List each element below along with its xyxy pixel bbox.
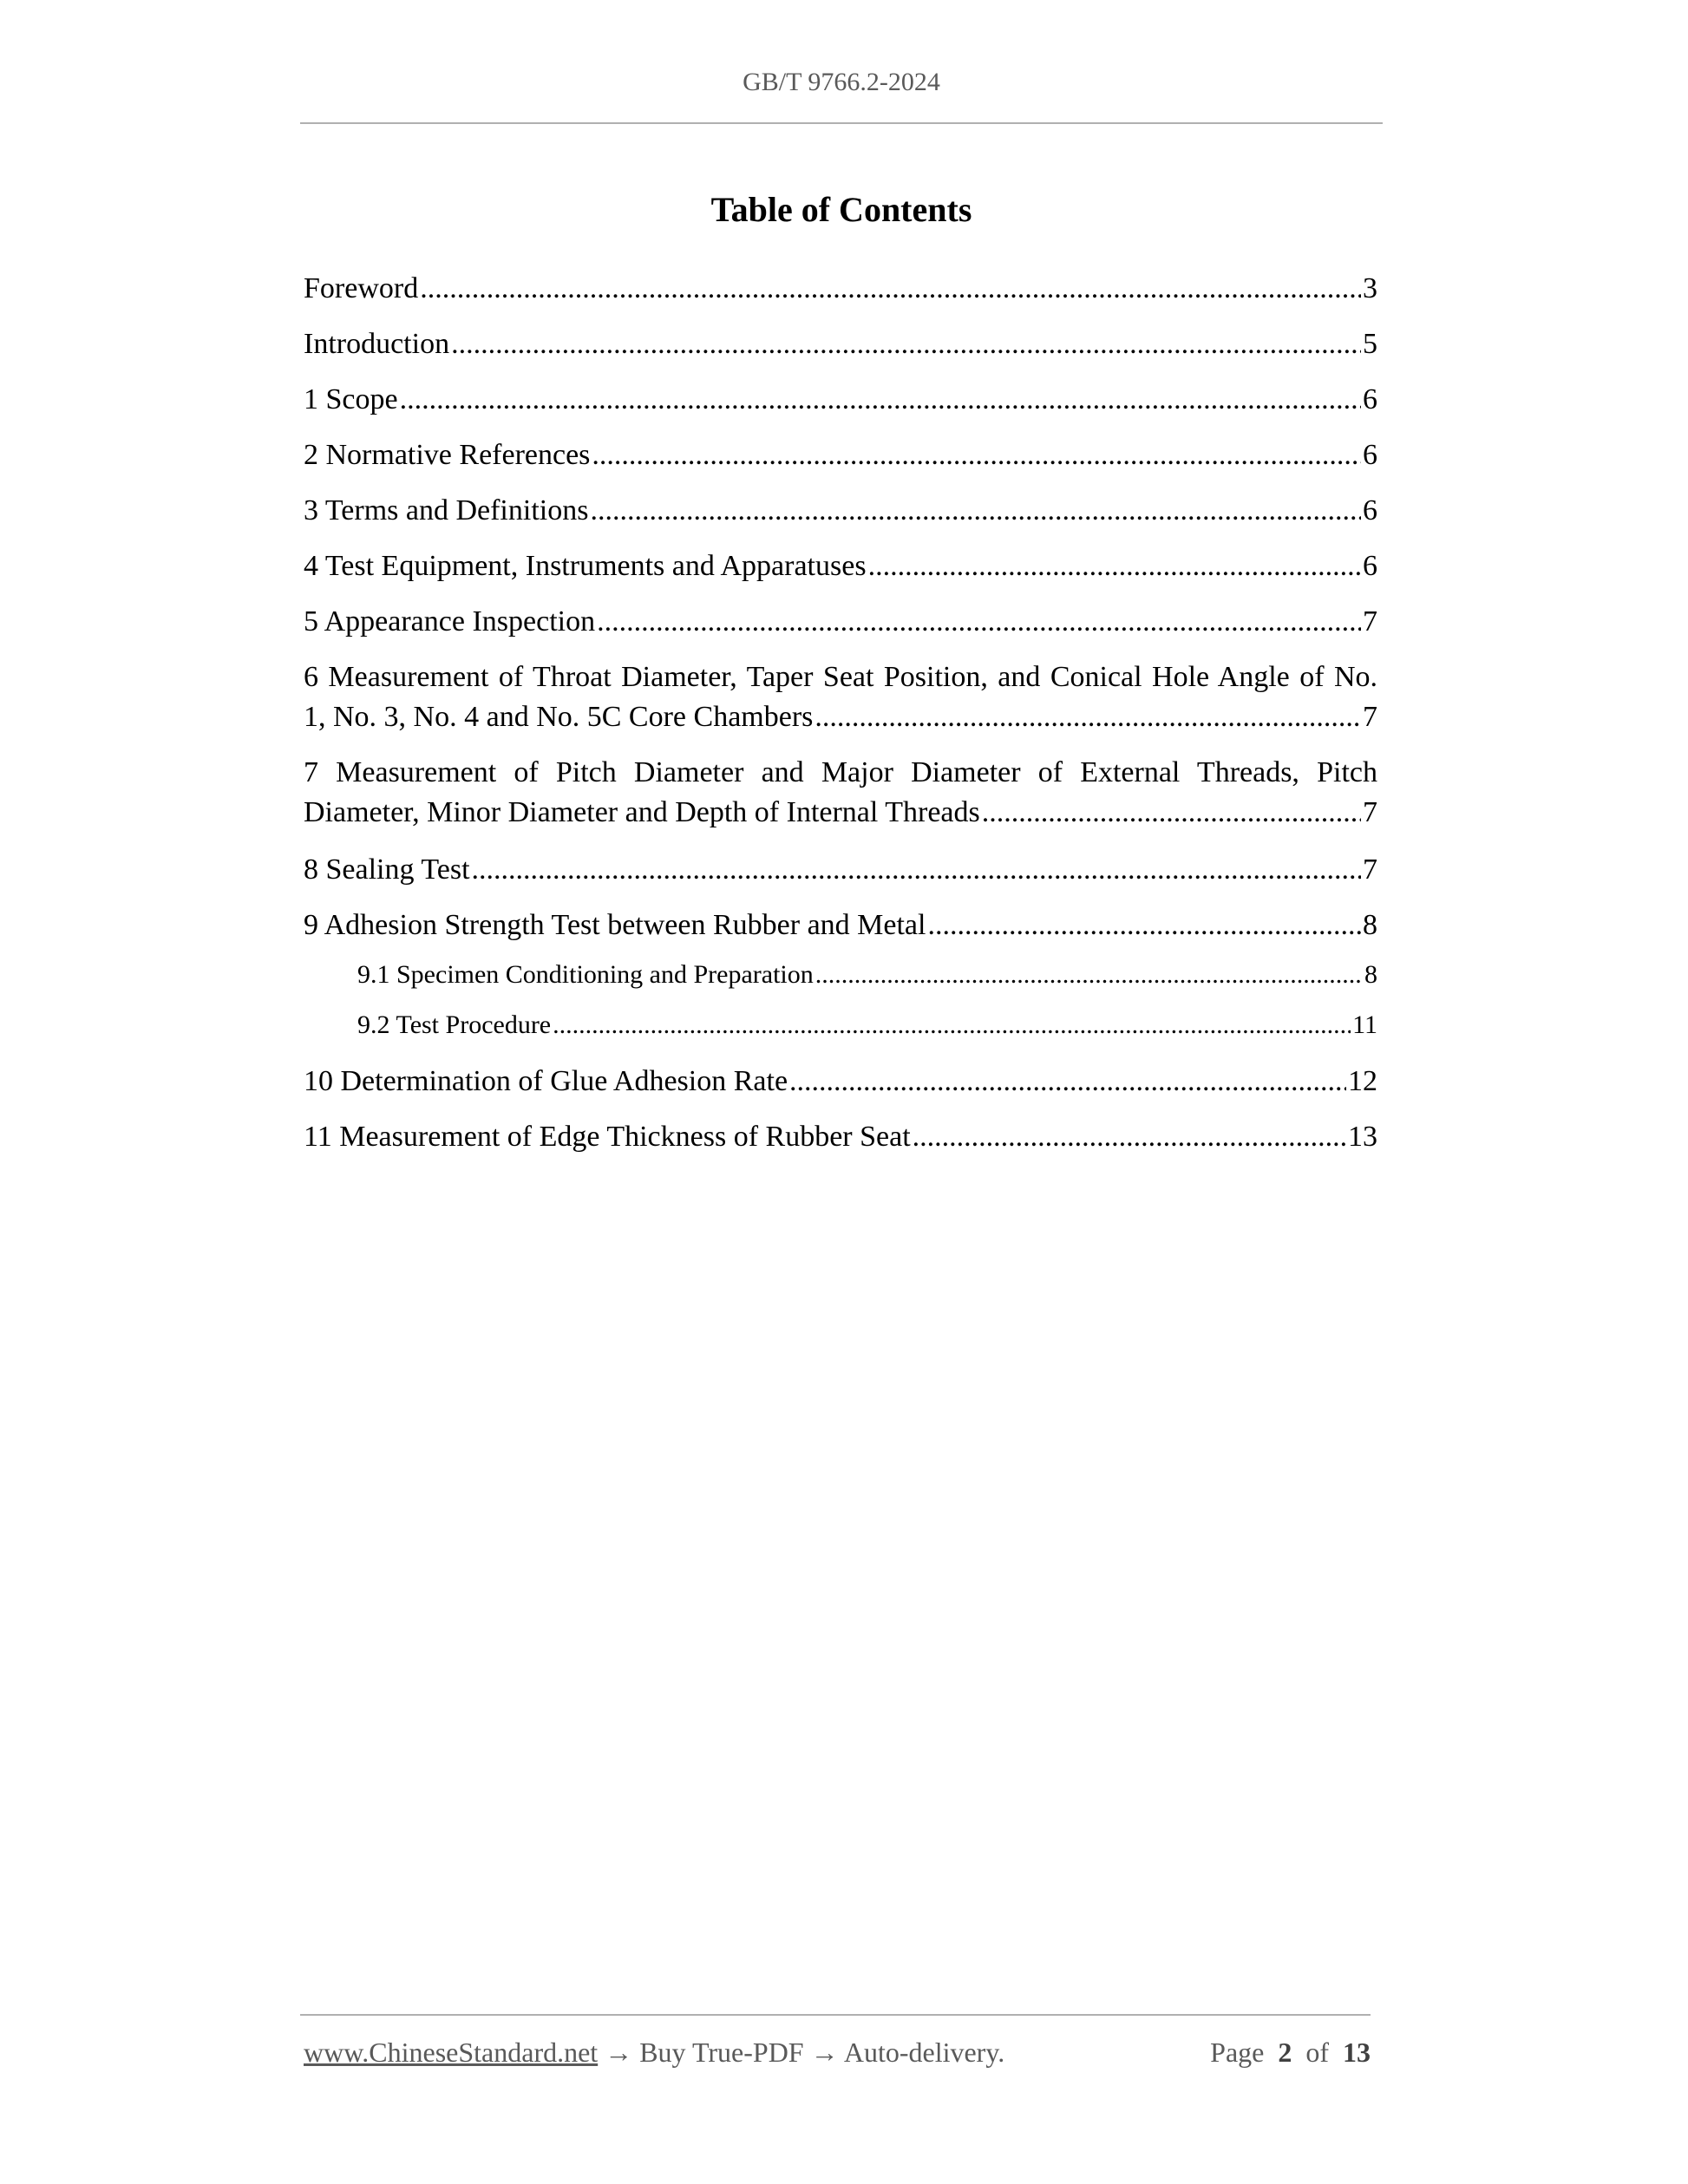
toc-entry-throat-diameter-measurement[interactable] [304,657,1377,737]
current-page-number: 2 [1278,2037,1292,2068]
toc-entry-text: 10 Determination of Glue Adhesion Rate [304,1065,788,1097]
toc-entry-text: 8 Sealing Test [304,853,470,886]
toc-entry-adhesion-strength-test[interactable] [304,906,1377,945]
toc-entry-line2 [304,793,1377,833]
toc-entry-text-line1: 7 Measurement of Pitch Diameter and Major Diameter of External Threads, Pitch [304,756,1377,788]
toc-entry-text: 1 Scope [304,383,398,415]
toc-leader-dots [553,1008,1351,1043]
toc-page-number: 5 [1363,328,1377,360]
toc-entry-text: 5 Appearance Inspection [304,605,596,638]
toc-leader-dots [815,958,1363,992]
buy-true-pdf-text: Buy True-PDF [639,2037,804,2068]
toc-entry-text: 9.2 Test Procedure [357,1010,552,1039]
toc-page-number: 6 [1363,439,1377,471]
toc-page-number: 7 [1363,796,1377,828]
toc-page-number: 7 [1363,701,1377,733]
toc-page-number: 3 [1363,272,1377,304]
toc-page-number: 6 [1363,383,1377,415]
toc-page-number: 13 [1348,1121,1377,1153]
toc-leader-dots [420,269,1361,309]
toc-page-number: 6 [1363,550,1377,582]
toc-entry-text-line2: 1, No. 3, No. 4 and No. 5C Core Chambers [304,701,814,733]
toc-leader-dots [868,546,1361,586]
toc-entry-text-line2: Diameter, Minor Diameter and Depth of Internal Threads [304,796,980,828]
toc-page-number: 12 [1348,1065,1377,1097]
header-divider [300,122,1383,124]
toc-page-number: 8 [1364,960,1377,989]
toc-entry-text: Introduction [304,328,450,360]
toc-entry-foreword[interactable] [304,269,1377,309]
toc-entry-introduction[interactable] [304,324,1377,364]
toc-leader-dots [590,491,1361,531]
toc-entry-normative-references[interactable] [304,435,1377,475]
toc-leader-dots [592,435,1361,475]
toc-entry-glue-adhesion-rate[interactable] [304,1062,1377,1102]
arrow-right-icon: → [810,2037,839,2068]
auto-delivery-text: Auto-delivery. [843,2037,1005,2068]
arrow-right-icon: → [605,2037,633,2068]
website-link[interactable]: www.ChineseStandard.net [304,2037,599,2068]
toc-leader-dots [597,602,1361,642]
toc-entry-text: 9 Adhesion Strength Test between Rubber and Metal [304,909,926,941]
toc-page-number: 7 [1363,853,1377,886]
page-footer [304,2037,1371,2069]
toc-leader-dots [927,906,1361,945]
toc-leader-dots [400,380,1361,420]
toc-page-number: 6 [1363,494,1377,526]
toc-page-number: 11 [1352,1010,1377,1039]
toc-entry-test-equipment[interactable] [304,546,1377,586]
toc-entry-test-procedure[interactable] [357,1008,1377,1043]
page-header-standard-id: GB/T 9766.2-2024 [743,68,940,96]
toc-entry-pitch-diameter-measurement[interactable] [304,753,1377,833]
toc-entry-edge-thickness[interactable] [304,1117,1377,1157]
total-pages-number: 13 [1343,2037,1371,2068]
toc-entry-scope[interactable] [304,380,1377,420]
toc-page-number: 7 [1363,605,1377,638]
toc-entry-text-line1: 6 Measurement of Throat Diameter, Taper Seat Position, and Conical Hole Angle of No. [304,661,1377,693]
toc-title: Table of Contents [710,190,972,229]
toc-leader-dots [982,793,1361,833]
toc-entry-line2 [304,697,1377,737]
toc-entry-text: 2 Normative References [304,439,591,471]
page-indicator [1210,2037,1371,2069]
toc-entry-text: Foreword [304,272,419,304]
toc-leader-dots [451,324,1361,364]
toc-entry-sealing-test[interactable] [304,850,1377,890]
toc-entry-text: 4 Test Equipment, Instruments and Apparatuses [304,550,867,582]
toc-page-number: 8 [1363,909,1377,941]
toc-leader-dots [472,850,1361,890]
page-label: Page [1210,2037,1265,2068]
toc-leader-dots [815,697,1361,737]
toc-leader-dots [913,1117,1346,1157]
toc-entry-appearance-inspection[interactable] [304,602,1377,642]
footer-promo [304,2037,1004,2069]
of-label: of [1305,2037,1329,2068]
toc-leader-dots [789,1062,1346,1102]
footer-divider [300,2014,1371,2016]
toc-entry-text: 11 Measurement of Edge Thickness of Rubber Seat [304,1121,911,1153]
toc-entry-terms-and-definitions[interactable] [304,491,1377,531]
toc-entry-text: 3 Terms and Definitions [304,494,589,526]
toc-entry-text: 9.1 Specimen Conditioning and Preparation [357,960,814,989]
toc-entry-specimen-conditioning[interactable] [357,958,1377,992]
